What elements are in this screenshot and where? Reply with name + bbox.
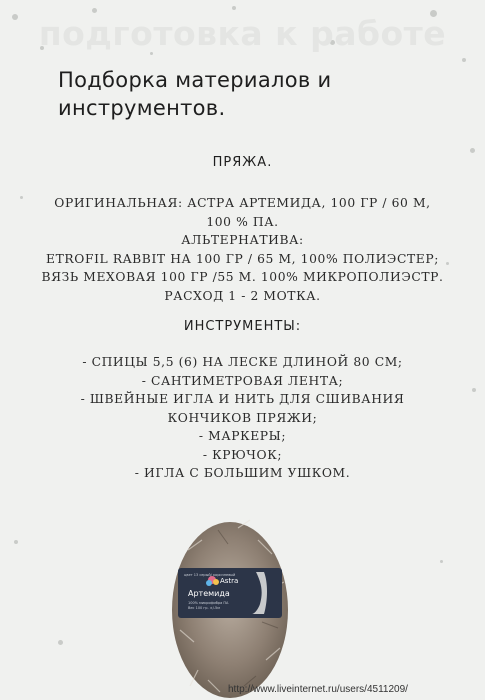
yarn-product-name: Артемида — [188, 589, 230, 598]
yarn-composition-2: Вес 100 гр. ±/-5м — [188, 606, 220, 610]
tools-line: - МАРКЕРЫ; — [198, 429, 287, 443]
yarn-line: ВЯЗЬ МЕХОВАЯ 100 ГР /55 М. 100% МИКРОПОЛИЭСТР. — [41, 270, 444, 284]
tools-line: - ШВЕЙНЫЕ ИГЛА И НИТЬ ДЛЯ СШИВАНИЯ — [80, 392, 405, 406]
page-title-line-1: Подборка материалов и — [58, 68, 332, 92]
page-title-line-2: инструментов. — [58, 96, 226, 120]
tools-text — [0, 353, 485, 483]
yarn-line: АЛЬТЕРНАТИВА: — [181, 233, 304, 247]
decor-dot — [440, 560, 443, 563]
yarn-composition-1: 100% микрофибра ПА — [188, 601, 229, 605]
yarn-color-label: цвет 13 серый/ коричневый — [184, 573, 236, 577]
yarn-heading: ПРЯЖА. — [212, 155, 273, 170]
decor-dot — [14, 540, 18, 544]
tools-line: КОНЧИКОВ ПРЯЖИ; — [167, 410, 318, 425]
decor-dot — [58, 640, 63, 645]
yarn-line: РАСХОД 1 - 2 МОТКА. — [164, 288, 321, 303]
yarn-brand-label: Astra — [220, 577, 239, 585]
yarn-line: ОРИГИНАЛЬНАЯ: АСТРА АРТЕМИДА, 100 ГР / 60 М, — [54, 196, 431, 210]
tools-line: - СПИЦЫ 5,5 (6) НА ЛЕСКЕ ДЛИНОЙ 80 СМ; — [82, 355, 403, 369]
tools-line: - САНТИМЕТРОВАЯ ЛЕНТА; — [141, 373, 344, 388]
yarn-line: 100 % ПА. — [206, 214, 279, 229]
tools-heading: ИНСТРУМЕНТЫ: — [183, 319, 302, 334]
tools-line: - ИГЛА С БОЛЬШИМ УШКОМ. — [134, 466, 351, 480]
yarn-skein-image — [168, 510, 292, 700]
header-title: подготовка к работе — [38, 14, 447, 53]
yarn-text — [0, 194, 485, 305]
header-band — [0, 8, 485, 60]
tools-line: - КРЮЧОК; — [202, 447, 283, 462]
page-title — [58, 66, 458, 122]
source-url-watermark: http://www.liveinternet.ru/users/4511209/ — [228, 684, 408, 695]
yarn-line: ETROFIL RABBIT НА 100 ГР / 65 М, 100% ПОЛИЭСТЕР; — [46, 251, 439, 266]
decor-dot — [470, 148, 475, 153]
